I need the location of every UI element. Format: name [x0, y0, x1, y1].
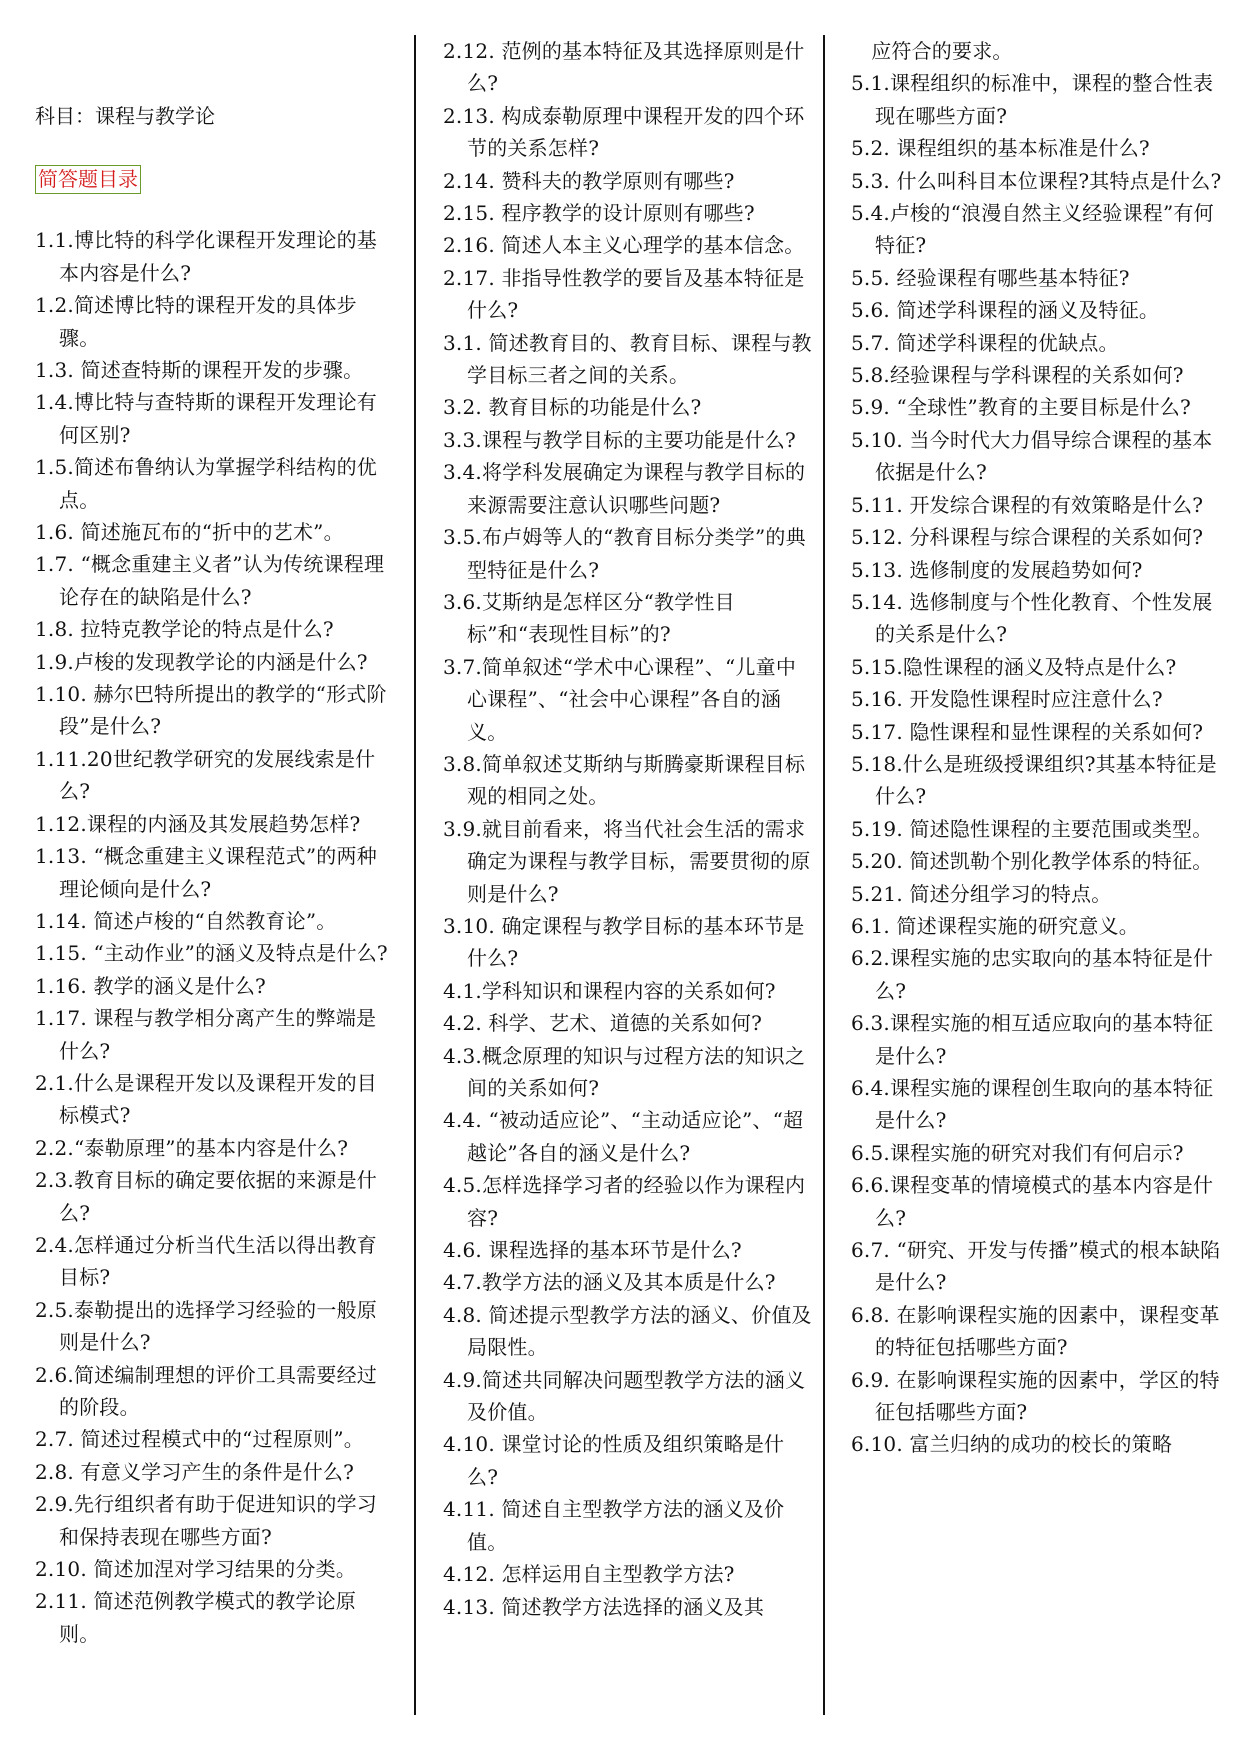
question-item: 3.8.简单叙述艾斯纳与斯腾豪斯课程目标观的相同之处。 — [443, 751, 806, 809]
question-item: 2.13. 构成泰勒原理中课程开发的四个环节的关系怎样? — [443, 103, 805, 161]
subject-heading: 科目：课程与教学论 — [35, 104, 215, 128]
question-item: 2.10. 简述加涅对学习结果的分类。 — [35, 1557, 357, 1582]
question-item: 1.6. 简述施瓦布的“折中的艺术”。 — [35, 520, 344, 545]
question-item: 1.5.简述布鲁纳认为掌握学科结构的优点。 — [35, 455, 377, 512]
question-item: 5.14. 选修制度与个性化教育、个性发展的关系是什么? — [851, 589, 1213, 647]
question-item: 3.5.布卢姆等人的“教育目标分类学”的典型特征是什么? — [443, 525, 806, 582]
question-item: 5.2. 课程组织的基本标准是什么? — [851, 136, 1150, 161]
question-item: 1.11.20世纪教学研究的发展线索是什么? — [35, 746, 376, 804]
question-item: 2.3.教育目标的确定要依据的来源是什么? — [35, 1168, 377, 1225]
question-list — [35, 224, 390, 1650]
question-item: 1.15. “主动作业”的涵义及特点是什么? — [35, 941, 388, 966]
question-item: 2.12. 范例的基本特征及其选择原则是什么? — [443, 39, 805, 96]
question-item: 5.18.什么是班级授课组织?其基本特征是什么? — [851, 751, 1217, 809]
question-item: 2.15. 程序教学的设计原则有哪些? — [443, 201, 755, 226]
question-item: 2.8. 有意义学习产生的条件是什么? — [35, 1459, 355, 1484]
question-item: 1.16. 教学的涵义是什么? — [35, 973, 266, 998]
column-divider — [414, 35, 416, 1715]
question-item: 1.13. “概念重建主义课程范式”的两种理论倾向是什么? — [35, 844, 377, 901]
question-item: 5.13. 选修制度的发展趋势如何? — [851, 557, 1143, 582]
question-item: 2.9.先行组织者有助于促进知识的学习和保持表现在哪些方面? — [35, 1492, 377, 1549]
question-item: 6.6.课程变革的情境模式的基本内容是什么? — [851, 1173, 1214, 1230]
question-item: 2.6.简述编制理想的评价工具需要经过的阶段。 — [35, 1362, 377, 1420]
question-item: 3.6.艾斯纳是怎样区分“教学性目标”和“表现性目标”的? — [443, 589, 735, 647]
question-item: 1.12.课程的内涵及其发展趋势怎样? — [35, 811, 361, 836]
question-item: 1.10. 赫尔巴特所提出的教学的“形式阶段”是什么? — [35, 682, 387, 739]
question-item: 1.9.卢梭的发现教学论的内涵是什么? — [35, 649, 368, 674]
question-item: 1.8. 拉特克教学论的特点是什么? — [35, 617, 334, 642]
question-item: 5.12. 分科课程与综合课程的关系如何? — [851, 525, 1204, 550]
question-item: 5.11. 开发综合课程的有效策略是什么? — [851, 492, 1204, 517]
question-item: 3.3.课程与教学目标的主要功能是什么? — [443, 427, 796, 452]
question-item: 6.1. 简述课程实施的研究意义。 — [851, 913, 1139, 938]
question-item: 4.13. 简述教学方法选择的涵义及其 — [443, 1594, 765, 1619]
question-list — [851, 35, 1223, 1461]
question-item: 3.7.简单叙述“学术中心课程”、“儿童中心课程”、“社会中心课程”各自的涵义。 — [443, 654, 797, 744]
question-item: 3.1. 简述教育目的、教育目标、课程与教学目标三者之间的关系。 — [443, 330, 812, 388]
question-item: 4.9.简述共同解决问题型教学方法的涵义及价值。 — [443, 1367, 806, 1425]
question-item: 2.5.泰勒提出的选择学习经验的一般原则是什么? — [35, 1297, 377, 1355]
toc-title: 简答题目录 — [35, 165, 141, 194]
column-divider — [823, 35, 825, 1715]
question-item: 3.10. 确定课程与教学目标的基本环节是什么? — [443, 913, 805, 971]
question-item: 5.9. “全球性”教育的主要目标是什么? — [851, 395, 1191, 420]
question-item: 5.17. 隐性课程和显性课程的关系如何? — [851, 719, 1204, 744]
question-item: 6.4.课程实施的课程创生取向的基本特征是什么? — [851, 1076, 1214, 1133]
question-item: 1.2.简述博比特的课程开发的具体步骤。 — [35, 293, 357, 350]
question-item: 4.5.怎样选择学习者的经验以作为课程内容? — [443, 1173, 806, 1230]
question-item: 5.1.课程组织的标准中，课程的整合性表现在哪些方面? — [851, 71, 1214, 128]
question-item: 5.21. 简述分组学习的特点。 — [851, 881, 1112, 906]
question-item: 1.1.博比特的科学化课程开发理论的基本内容是什么? — [35, 228, 377, 285]
question-item: 2.17. 非指导性教学的要旨及基本特征是什么? — [443, 265, 805, 323]
question-item: 1.3. 简述查特斯的课程开发的步骤。 — [35, 358, 364, 383]
question-item: 3.9.就目前看来，将当代社会生活的需求确定为课程与教学目标，需要贯彻的原则是什么? — [443, 816, 811, 906]
question-item: 3.2. 教育目标的功能是什么? — [443, 395, 702, 420]
question-item: 2.14. 赞科夫的教学原则有哪些? — [443, 168, 735, 193]
question-item: 应符合的要求。 — [851, 39, 1013, 63]
question-item: 6.2.课程实施的忠实取向的基本特征是什么? — [851, 946, 1214, 1003]
question-item: 1.17. 课程与教学相分离产生的弊端是什么? — [35, 1006, 377, 1063]
question-item: 6.9. 在影响课程实施的因素中，学区的特征包括哪些方面? — [851, 1367, 1220, 1425]
question-item: 1.14. 简述卢梭的“自然教育论”。 — [35, 908, 337, 933]
question-item: 2.2.“泰勒原理”的基本内容是什么? — [35, 1135, 349, 1160]
question-item: 5.7. 简述学科课程的优缺点。 — [851, 330, 1119, 355]
question-item: 5.8.经验课程与学科课程的关系如何? — [851, 363, 1184, 388]
question-item: 4.8. 简述提示型教学方法的涵义、价值及局限性。 — [443, 1302, 812, 1360]
question-item: 6.3.课程实施的相互适应取向的基本特征是什么? — [851, 1011, 1214, 1068]
question-item: 5.19. 简述隐性课程的主要范围或类型。 — [851, 816, 1213, 841]
question-item: 2.4.怎样通过分析当代生活以得出教育目标? — [35, 1232, 377, 1290]
question-item: 4.1.学科知识和课程内容的关系如何? — [443, 978, 776, 1003]
question-item: 5.3. 什么叫科目本位课程?其特点是什么? — [851, 168, 1222, 193]
column-1 — [35, 100, 390, 1650]
column-3 — [851, 35, 1223, 1461]
question-item: 6.5.课程实施的研究对我们有何启示? — [851, 1140, 1184, 1165]
question-item: 1.4.博比特与查特斯的课程开发理论有何区别? — [35, 390, 377, 447]
question-item: 2.11. 简述范例教学模式的教学论原则。 — [35, 1589, 357, 1646]
question-item: 3.4.将学科发展确定为课程与教学目标的来源需要注意认识哪些问题? — [443, 460, 806, 517]
question-item: 4.4. “被动适应论”、“主动适应论”、“超越论”各自的涵义是什么? — [443, 1108, 804, 1165]
question-item: 5.15.隐性课程的涵义及特点是什么? — [851, 654, 1177, 679]
column-2 — [443, 35, 815, 1623]
question-item: 5.5. 经验课程有哪些基本特征? — [851, 265, 1130, 290]
question-item: 2.7. 简述过程模式中的“过程原则”。 — [35, 1427, 364, 1452]
question-item: 5.16. 开发隐性课程时应注意什么? — [851, 687, 1163, 712]
question-item: 4.7.教学方法的涵义及其本质是什么? — [443, 1270, 776, 1295]
question-item: 4.2. 科学、艺术、道德的关系如何? — [443, 1011, 763, 1036]
question-item: 5.10. 当今时代大力倡导综合课程的基本依据是什么? — [851, 427, 1213, 485]
question-item: 4.11. 简述自主型教学方法的涵义及价值。 — [443, 1497, 785, 1554]
question-item: 2.16. 简述人本主义心理学的基本信念。 — [443, 233, 805, 258]
question-item: 6.10. 富兰归纳的成功的校长的策略 — [851, 1432, 1173, 1457]
question-item: 4.3.概念原理的知识与过程方法的知识之间的关系如何? — [443, 1043, 806, 1100]
question-item: 4.12. 怎样运用自主型教学方法? — [443, 1562, 735, 1587]
question-item: 6.7. “研究、开发与传播”模式的根本缺陷是什么? — [851, 1238, 1221, 1295]
question-item: 5.20. 简述凯勒个别化教学体系的特征。 — [851, 849, 1213, 874]
question-item: 2.1.什么是课程开发以及课程开发的目标模式? — [35, 1070, 377, 1128]
question-item: 6.8. 在影响课程实施的因素中，课程变革的特征包括哪些方面? — [851, 1302, 1220, 1360]
question-item: 5.4.卢梭的“浪漫自然主义经验课程”有何特征? — [851, 201, 1214, 258]
question-item: 1.7. “概念重建主义者”认为传统课程理论存在的缺陷是什么? — [35, 552, 385, 609]
question-item: 4.10. 课堂讨论的性质及组织策略是什么? — [443, 1432, 785, 1489]
question-item: 4.6. 课程选择的基本环节是什么? — [443, 1238, 742, 1263]
question-list — [443, 35, 815, 1623]
question-item: 5.6. 简述学科课程的涵义及特征。 — [851, 298, 1160, 323]
